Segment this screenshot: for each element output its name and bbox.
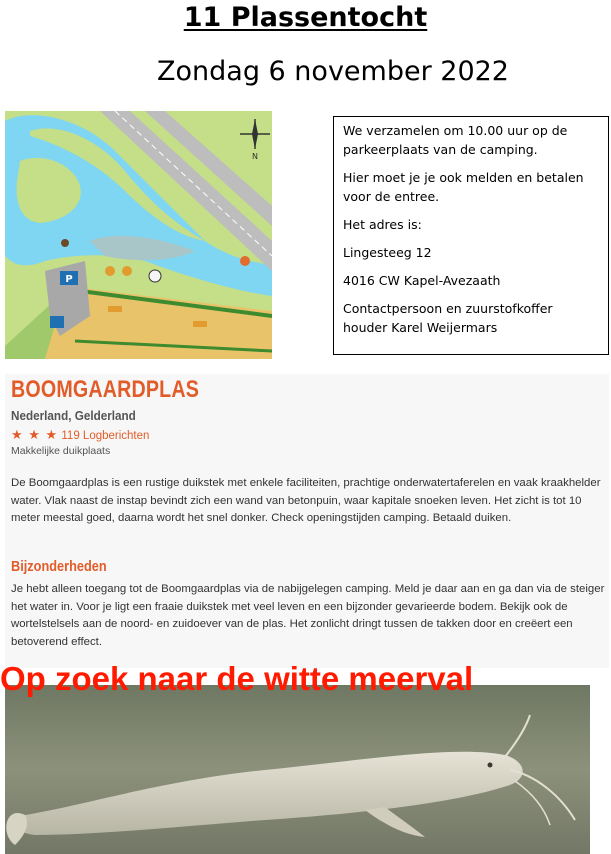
site-name: BOOMGAARDPLAS — [11, 376, 199, 403]
info-registration: Hier moet je je ook melden en betalen voor de entree. — [343, 170, 584, 204]
site-region: Nederland, Gelderland — [11, 408, 136, 423]
info-address-label: Het adres is: — [343, 217, 422, 232]
info-contact: Contactpersoon en zuurstofkoffer houder Karel Weijermars — [343, 301, 553, 335]
meeting-info-box — [333, 116, 609, 355]
parking-label: P — [65, 274, 73, 285]
page-title: 11 Plassentocht — [183, 2, 428, 33]
review-count-link[interactable]: 119 Logberichten — [61, 430, 150, 442]
white-catfish-photo — [5, 685, 590, 854]
dive-site-card — [5, 374, 609, 668]
compass-label: N — [252, 152, 258, 161]
site-details: Je hebt alleen toegang tot de Boomgaardplas via de nabijgelegen camping. Meld je daar aan en ga dan via de steiger het water in. Voor je ligt een fraaie duikstek met veel leven en een bijzonder gevarieerde bodem. Bekijk ook de wortelstelsels aan de noord- en zuidoever van de plas. Het zonlicht dringt tussen de takken door en creëert een betoverend effect. — [11, 583, 605, 648]
site-description: De Boomgaardplas is een rustige duikstek met enkele faciliteiten, prachtige onderwatertaferelen en vaak kraakhelder water. Vlak naast de instap bevindt zich een wand van betonpuin, waar kapitale snoeken leven. Het zicht is tot 10 meter meestal goed, daarna wordt het snel donker. Check openingstijden camping. Betaald duiken. — [11, 477, 601, 524]
site-rating — [11, 427, 149, 443]
info-postal-city: 4016 CW Kapel-Avezaath — [343, 273, 501, 288]
dive-site-map — [5, 111, 272, 359]
site-difficulty: Makkelijke duikplaats — [11, 445, 111, 457]
info-meeting-time: We verzamelen om 10.00 uur op de parkeerplaats van de camping. — [343, 123, 568, 157]
banner-heading: Op zoek naar de witte meerval — [0, 660, 474, 697]
details-heading: Bijzonderheden — [11, 558, 107, 575]
event-date: Zondag 6 november 2022 — [157, 56, 509, 87]
info-street: Lingesteeg 12 — [343, 245, 432, 260]
star-rating-icon: ★ ★ ★ — [11, 427, 59, 442]
